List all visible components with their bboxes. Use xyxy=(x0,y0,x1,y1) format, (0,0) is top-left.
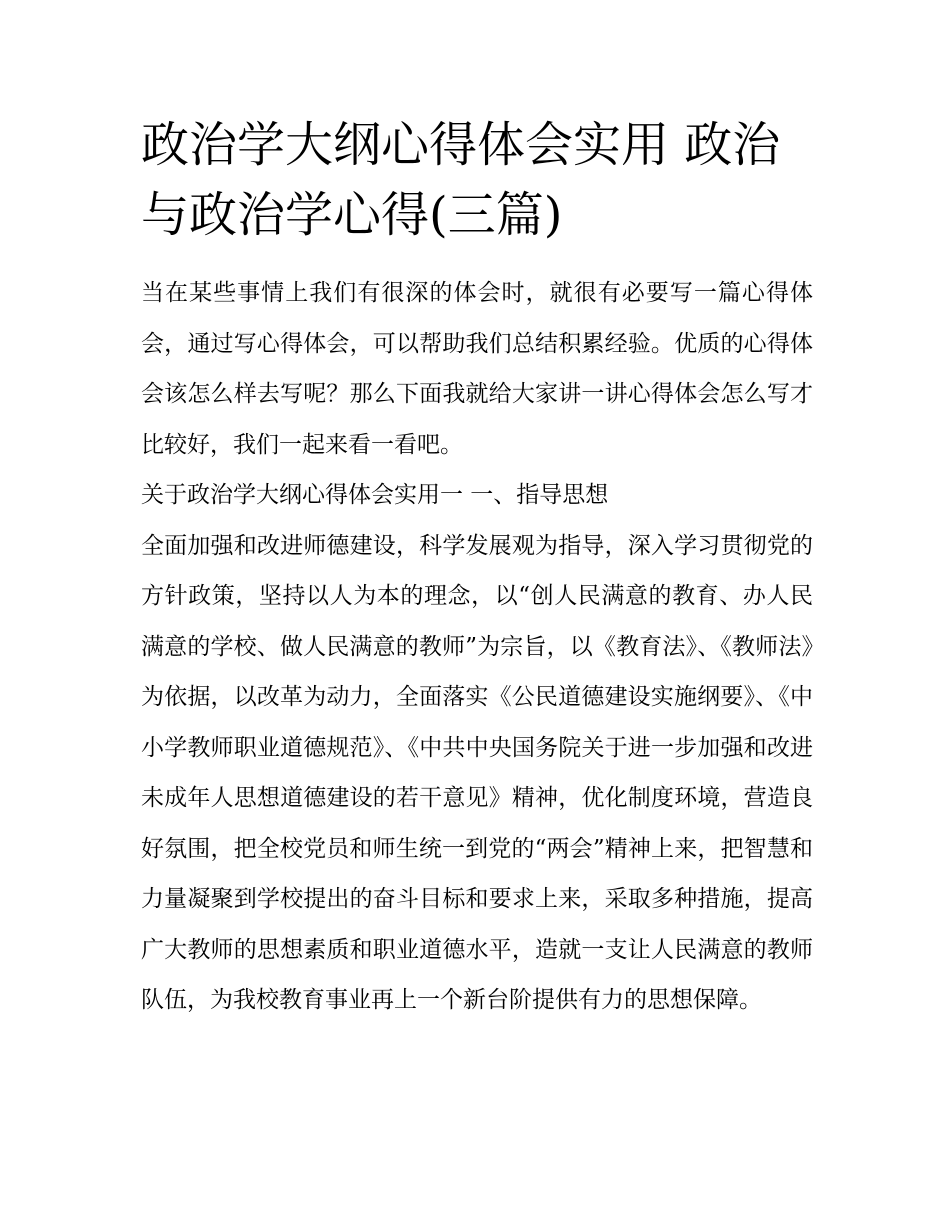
document-title: 政治学大纲心得体会实用 政治与政治学心得(三篇) xyxy=(141,117,781,243)
intro-paragraph: 当在某些事情上我们有很深的体会时，就很有必要写一篇心得体会，通过写心得体会，可以帮助我们总结积累经验。优质的心得体会该怎么样去写呢？那么下面我就给大家讲一讲心得体会怎么写才比较好，我们一起来看一看吧。 xyxy=(141,280,813,458)
document-page xyxy=(141,110,813,1026)
guiding-thought-paragraph: 全面加强和改进师德建设，科学发展观为指导，深入学习贯彻党的方针政策，坚持以人为本的理念，以“创人民满意的教育、办人民满意的学校、做人民满意的教师”为宗旨，以《教育法》、《教师法》为依据，以改革为动力，全面落实《公民道德建设实施纲要》、《中小学教师职业道德规范》、《中共中央国务院关于进一步加强和改进未成年人思想道德建设的若干意见》精神，优化制度环境，营造良好氛围，把全校党员和师生统一到党的“两会”精神上来，把智慧和力量凝聚到学校提出的奋斗目标和要求上来，采取多种措施，提高广大教师的思想素质和职业道德水平，造就一支让人民满意的教师队伍，为我校教育事业再上一个新台阶提供有力的思想保障。 xyxy=(141,532,813,1013)
section-heading: 关于政治学大纲心得体会实用一 一、指导思想 xyxy=(141,482,609,508)
